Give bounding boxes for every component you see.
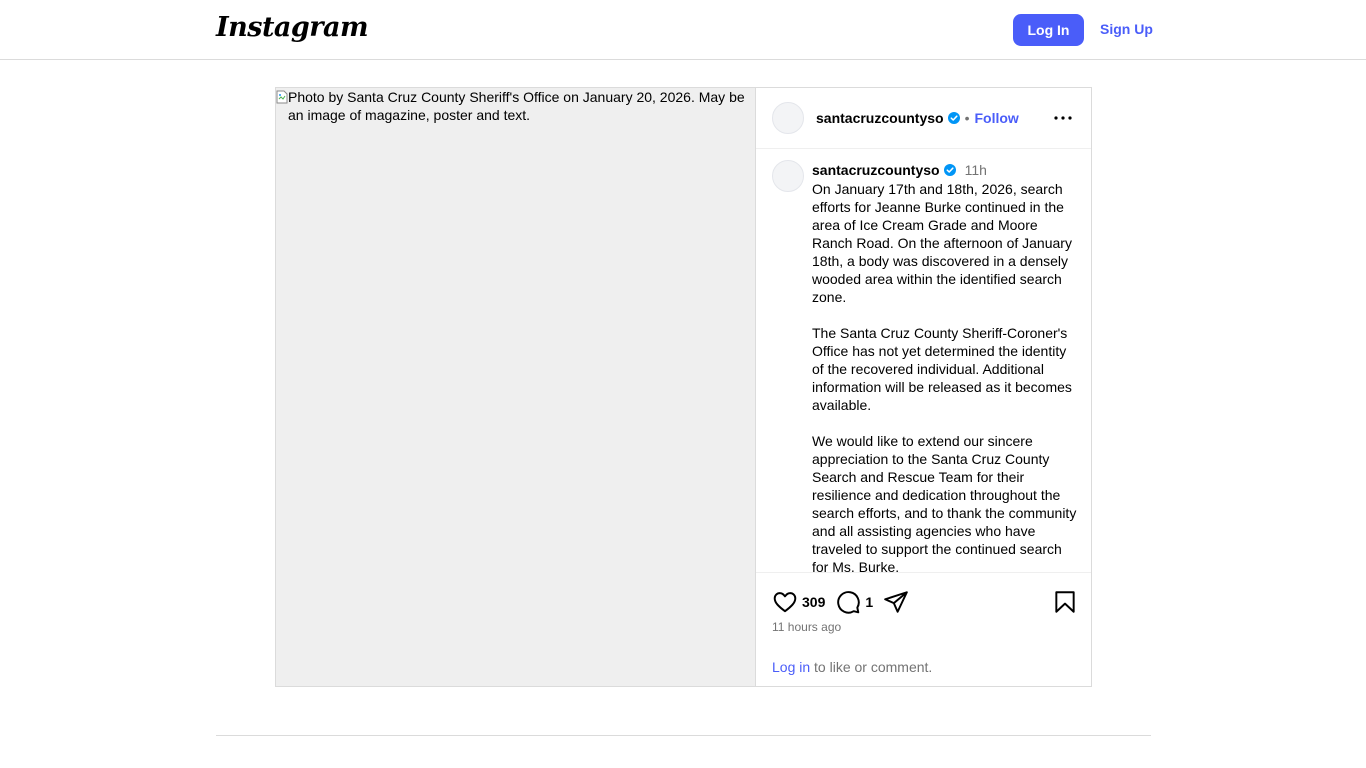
verified-badge-icon xyxy=(944,164,956,176)
instagram-logo[interactable]: Instagram xyxy=(216,12,369,43)
author-avatar[interactable] xyxy=(772,102,804,134)
post-header xyxy=(756,88,1091,149)
top-navigation-bar xyxy=(0,0,1366,60)
caption-avatar[interactable] xyxy=(772,160,804,192)
post-timestamp[interactable]: 11 hours ago xyxy=(772,620,842,634)
verified-badge-icon xyxy=(948,112,960,124)
post-media[interactable] xyxy=(276,88,756,686)
caption-text: On January 17th and 18th, 2026, search efforts for Jeanne Burke continued in the area of Ice Cream Grade and Moore Ranch Road. On the afternoon of January 18th, a body was discovered in a densely wooded area within the identified search zone. The Santa Cruz County Sheriff-Coroner's Office has not yet determined the identity of the recovered individual. Additional information will be released as it becomes available. We would like to extend our sincere appreciation to the Santa Cruz County Search and Rescue Team for their resilience and dedication throughout the search efforts, and to thank the community and all assisting agencies who have traveled to support the continued search for Ms. Burke. xyxy=(812,181,1077,575)
separator-dot: • xyxy=(964,110,970,126)
comment-icon[interactable] xyxy=(835,589,861,615)
heart-icon[interactable] xyxy=(772,589,798,615)
login-prompt xyxy=(772,659,932,675)
follow-button[interactable]: Follow xyxy=(974,110,1019,126)
more-options-icon[interactable] xyxy=(1053,110,1073,126)
login-link[interactable]: Log in xyxy=(772,659,811,675)
image-alt-text: Photo by Santa Cruz County Sheriff's Office on January 20, 2026. May be an image of magazine, poster and text. xyxy=(288,89,745,123)
share-icon[interactable] xyxy=(883,589,909,615)
post-sidebar xyxy=(756,88,1091,686)
image-alt-text-container xyxy=(276,88,755,124)
author-info xyxy=(816,110,1019,126)
bookmark-icon[interactable] xyxy=(1052,589,1078,615)
caption-section xyxy=(756,149,1091,573)
caption-username[interactable]: santacruzcountyso xyxy=(812,162,940,178)
caption-time[interactable]: 11h xyxy=(964,162,987,178)
signup-link[interactable]: Sign Up xyxy=(1100,21,1153,37)
caption-header xyxy=(812,162,987,178)
footer-divider xyxy=(216,735,1151,736)
likes-count[interactable]: 309 xyxy=(802,594,826,610)
post-actions xyxy=(756,574,1091,686)
post-container xyxy=(275,87,1092,687)
login-prompt-text: to like or comment. xyxy=(810,659,933,675)
author-username[interactable]: santacruzcountyso xyxy=(816,110,944,126)
comments-count[interactable]: 1 xyxy=(865,594,874,610)
login-button[interactable]: Log In xyxy=(1013,14,1084,46)
broken-image-icon xyxy=(276,90,288,104)
action-row xyxy=(772,588,1078,616)
